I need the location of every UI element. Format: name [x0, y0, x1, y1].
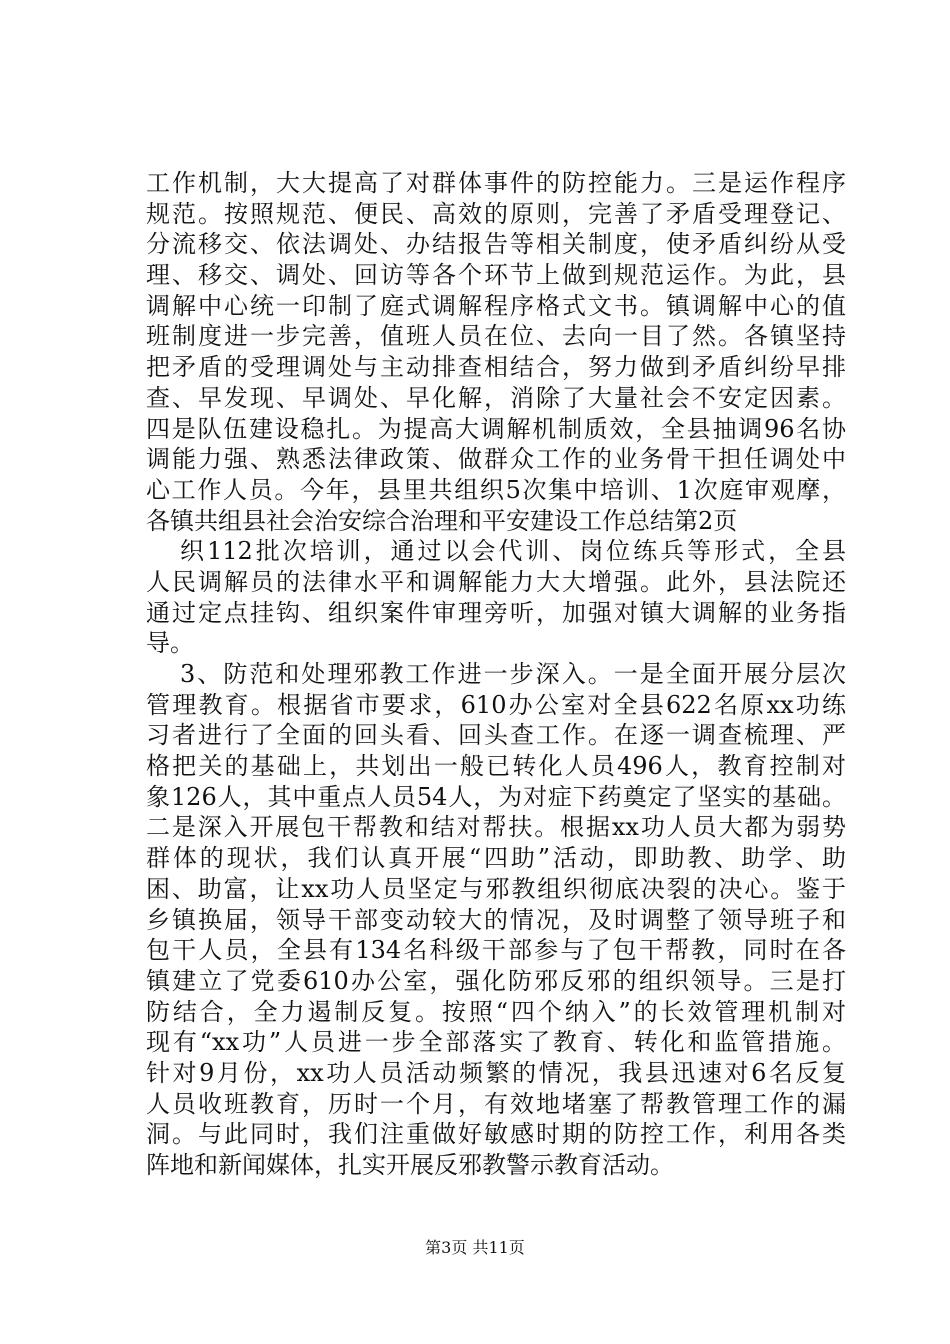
text-line: 二是深入开展包干帮教和结对帮扶。根据xx功人员大都为弱势: [146, 813, 846, 842]
text-line: 调能力强、熟悉法律政策、做群众工作的业务骨干担任调处中: [146, 445, 846, 474]
text-line: 管理教育。根据省市要求，610办公室对全县622名原xx功练: [146, 690, 846, 719]
text-line: 包干人员，全县有134名科级干部参与了包干帮教，同时在各: [146, 936, 846, 965]
text-line: 阵地和新闻媒体，扎实开展反邪教警示教育活动。: [146, 1151, 674, 1179]
text-line: 查、早发现、早调处、早化解，消除了大量社会不安定因素。: [146, 383, 846, 412]
text-line: 规范。按照规范、便民、高效的原则，完善了矛盾受理登记、: [146, 199, 846, 228]
text-line: 理、移交、调处、回访等各个环节上做到规范运作。为此，县: [146, 261, 846, 290]
page-number-footer: 第3页 共11页: [425, 1238, 525, 1257]
text-line: 心工作人员。今年，县里共组织5次集中培训、1次庭审观摩，: [146, 475, 846, 504]
text-line: 织112批次培训，通过以会代训、岗位练兵等形式，全县: [180, 537, 846, 566]
text-line: 3、防范和处理邪教工作进一步深入。一是全面开展分层次: [180, 660, 846, 688]
text-line: 调解中心统一印制了庭式调解程序格式文书。镇调解中心的值: [146, 291, 846, 320]
text-line: 洞。与此同时，我们注重做好敏感时期的防控工作，利用各类: [146, 1120, 846, 1149]
text-line: 针对9月份，xx功人员活动频繁的情况，我县迅速对6名反复: [146, 1058, 846, 1087]
text-line: 困、助富，让xx功人员坚定与邪教组织彻底决裂的决心。鉴于: [146, 874, 846, 903]
text-line: 各镇共组县社会治安综合治理和平安建设工作总结第2页: [146, 506, 738, 535]
text-line: 习者进行了全面的回头看、回头查工作。在逐一调查梳理、严: [146, 721, 846, 750]
text-line: 工作机制，大大提高了对群体事件的防控能力。三是运作程序: [146, 169, 846, 197]
text-line: 人民调解员的法律水平和调解能力大大增强。此外，县法院还: [146, 567, 846, 596]
text-line: 分流移交、依法调处、办结报告等相关制度，使矛盾纠纷从受: [146, 230, 846, 259]
document-body: [146, 168, 846, 1181]
text-line: 群体的现状，我们认真开展“四助”活动，即助教、助学、助: [146, 844, 846, 873]
text-line: 乡镇换届，领导干部变动较大的情况，及时调整了领导班子和: [146, 905, 846, 934]
text-line: 把矛盾的受理调处与主动排查相结合，努力做到矛盾纠纷早排: [146, 353, 846, 382]
text-line: 防结合，全力遏制反复。按照“四个纳入”的长效管理机制对: [146, 997, 846, 1026]
text-line: 格把关的基础上，共划出一般已转化人员496人，教育控制对: [146, 752, 846, 781]
text-line: 镇建立了党委610办公室，强化防邪反邪的组织领导。三是打: [146, 966, 846, 995]
text-line: 四是队伍建设稳扎。为提高大调解机制质效，全县抽调96名协: [146, 414, 846, 443]
text-line: 导。: [146, 629, 194, 658]
text-line: 现有“xx功”人员进一步全部落实了教育、转化和监管措施。: [146, 1028, 846, 1057]
text-line: 班制度进一步完善，值班人员在位、去向一目了然。各镇坚持: [146, 322, 846, 351]
text-line: 象126人，其中重点人员54人，为对症下药奠定了坚实的基础。: [146, 782, 846, 811]
text-line: 通过定点挂钩、组织案件审理旁听，加强对镇大调解的业务指: [146, 598, 846, 627]
text-line: 人员收班教育，历时一个月，有效地堵塞了帮教管理工作的漏: [146, 1089, 846, 1118]
